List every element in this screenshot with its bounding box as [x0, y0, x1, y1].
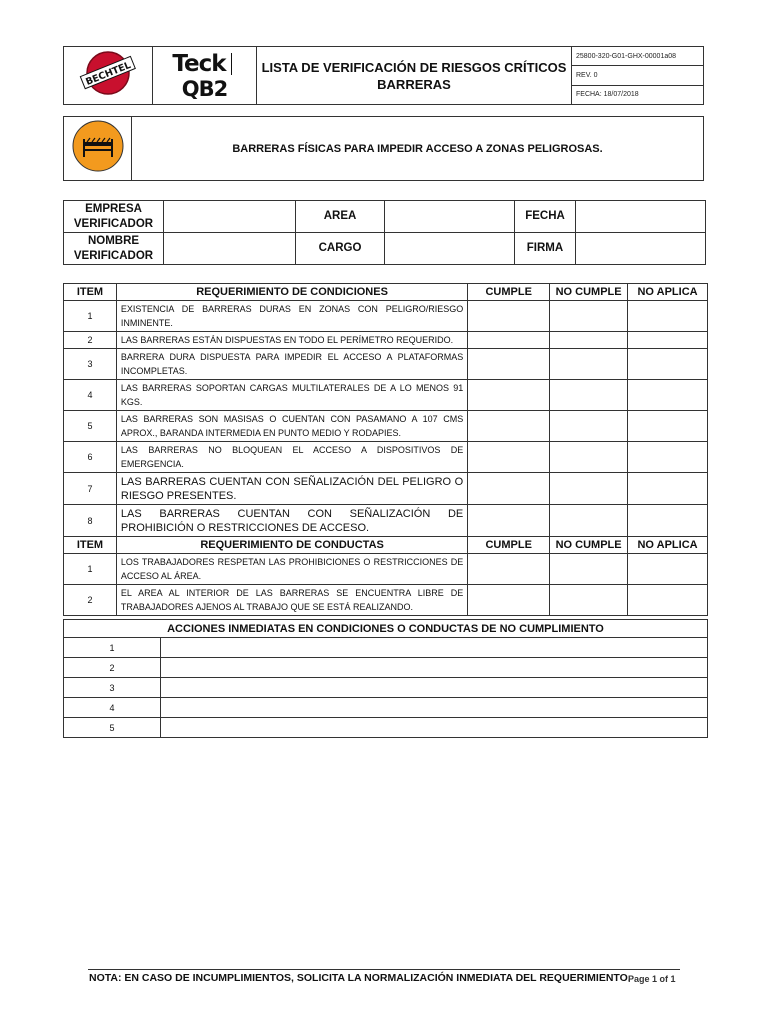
no-aplica-cell[interactable]	[628, 349, 708, 380]
action-number: 2	[64, 658, 161, 678]
cargo-label: CARGO	[296, 233, 385, 265]
item-number: 7	[64, 473, 117, 505]
action-field[interactable]	[161, 678, 708, 698]
topic-box	[63, 116, 704, 181]
requirement-text: LAS BARRERAS SON MASISAS O CUENTAN CON PASAMANO A 107 CMS APROX., BARANDA INTERMEDIA EN PUNTO MEDIO Y RODAPIES.	[116, 411, 467, 442]
cumple-cell[interactable]	[468, 349, 550, 380]
no-aplica-cell[interactable]	[628, 411, 708, 442]
firma-label: FIRMA	[515, 233, 576, 265]
no-cumple-cell[interactable]	[550, 411, 628, 442]
table-row	[64, 380, 708, 411]
no-cumple-cell[interactable]	[550, 442, 628, 473]
empresa-value-field[interactable]	[164, 201, 296, 233]
item-number: 6	[64, 442, 117, 473]
no-cumple-header: NO CUMPLE	[550, 284, 628, 301]
requirement-text: LAS BARRERAS CUENTAN CON SEÑALIZACIÓN DEL PELIGRO O RIESGO PRESENTES.	[116, 473, 467, 505]
cumple-cell[interactable]	[468, 442, 550, 473]
requirement-text: LOS TRABAJADORES RESPETAN LAS PROHIBICIONES O RESTRICCIONES DE ACCESO AL ÁREA.	[116, 554, 467, 585]
table-row	[64, 473, 708, 505]
document-revision: REV. 0	[572, 66, 704, 85]
fecha-label: FECHA	[515, 201, 576, 233]
table-row	[64, 442, 708, 473]
title-line-1: LISTA DE VERIFICACIÓN DE RIESGOS CRÍTICOS	[261, 59, 567, 75]
table-row	[64, 678, 708, 698]
no-aplica-cell[interactable]	[628, 505, 708, 537]
verifier-info-table	[63, 200, 706, 265]
item-number: 2	[64, 585, 117, 616]
cumple-cell[interactable]	[468, 301, 550, 332]
no-cumple-cell[interactable]	[550, 349, 628, 380]
no-aplica-cell[interactable]	[628, 442, 708, 473]
item-header: ITEM	[64, 537, 117, 554]
area-label: AREA	[296, 201, 385, 233]
requirement-text: BARRERA DURA DISPUESTA PARA IMPEDIR EL ACCESO A PLATAFORMAS INCOMPLETAS.	[116, 349, 467, 380]
topic-title: BARRERAS FÍSICAS PARA IMPEDIR ACCESO A ZONAS PELIGROSAS.	[132, 117, 704, 181]
teck-logo-text: Teck	[172, 50, 226, 77]
no-cumple-cell[interactable]	[550, 301, 628, 332]
no-aplica-header: NO APLICA	[628, 284, 708, 301]
cumple-cell[interactable]	[468, 332, 550, 349]
bechtel-logo-text: BECHTEL	[84, 59, 133, 88]
table-row	[64, 718, 708, 738]
requirement-text: LAS BARRERAS NO BLOQUEAN EL ACCESO A DISPOSITIVOS DE EMERGENCIA.	[116, 442, 467, 473]
no-cumple-cell[interactable]	[550, 554, 628, 585]
action-number: 4	[64, 698, 161, 718]
conducts-header-row	[64, 537, 708, 554]
no-aplica-cell[interactable]	[628, 585, 708, 616]
footer-note: NOTA: EN CASO DE INCUMPLIMIENTOS, SOLICITA LA NORMALIZACIÓN INMEDIATA DEL REQUERIMIENTO.	[89, 972, 631, 984]
item-number: 1	[64, 301, 117, 332]
barrier-icon-cell	[64, 117, 132, 181]
item-number: 3	[64, 349, 117, 380]
cumple-cell[interactable]	[468, 411, 550, 442]
no-aplica-cell[interactable]	[628, 554, 708, 585]
bechtel-logo-icon	[77, 47, 139, 99]
no-cumple-cell[interactable]	[550, 505, 628, 537]
actions-table	[63, 619, 708, 738]
no-aplica-cell[interactable]	[628, 301, 708, 332]
conditions-header: REQUERIMIENTO DE CONDICIONES	[116, 284, 467, 301]
footer-divider	[88, 969, 680, 970]
requirement-text: EL AREA AL INTERIOR DE LAS BARRERAS SE ENCUENTRA LIBRE DE TRABAJADORES AJENOS AL TRABAJO QUE SE ESTÁ REALIZANDO.	[116, 585, 467, 616]
table-row	[64, 658, 708, 678]
conditions-header-row	[64, 284, 708, 301]
document-header	[63, 46, 704, 105]
no-aplica-cell[interactable]	[628, 473, 708, 505]
table-row	[64, 349, 708, 380]
teck-qb2-logo	[153, 47, 257, 105]
no-cumple-cell[interactable]	[550, 332, 628, 349]
barrier-icon	[71, 119, 125, 173]
table-row	[64, 505, 708, 537]
fecha-value-field[interactable]	[576, 201, 706, 233]
nombre-label: NOMBRE VERIFICADOR	[64, 233, 164, 265]
item-number: 1	[64, 554, 117, 585]
cumple-cell[interactable]	[468, 505, 550, 537]
action-field[interactable]	[161, 658, 708, 678]
requirement-text: EXISTENCIA DE BARRERAS DURAS EN ZONAS CON PELIGRO/RIESGO INMINENTE.	[116, 301, 467, 332]
nombre-value-field[interactable]	[164, 233, 296, 265]
qb2-logo-text: QB2	[181, 76, 228, 101]
item-number: 5	[64, 411, 117, 442]
document-code: 25800-320-G01-GHX-00001a08	[572, 47, 704, 66]
table-row	[64, 698, 708, 718]
item-number: 2	[64, 332, 117, 349]
actions-header: ACCIONES INMEDIATAS EN CONDICIONES O CONDUCTAS DE NO CUMPLIMIENTO	[64, 620, 708, 638]
checklist-table	[63, 283, 708, 616]
no-aplica-cell[interactable]	[628, 332, 708, 349]
table-row	[64, 332, 708, 349]
action-field[interactable]	[161, 698, 708, 718]
no-aplica-cell[interactable]	[628, 380, 708, 411]
cumple-header: CUMPLE	[468, 284, 550, 301]
table-row	[64, 301, 708, 332]
action-number: 1	[64, 638, 161, 658]
cumple-cell[interactable]	[468, 473, 550, 505]
item-header: ITEM	[64, 284, 117, 301]
table-row	[64, 585, 708, 616]
requirement-text: LAS BARRERAS ESTÁN DISPUESTAS EN TODO EL PERÍMETRO REQUERIDO.	[116, 332, 467, 349]
cumple-header: CUMPLE	[468, 537, 550, 554]
action-number: 3	[64, 678, 161, 698]
requirement-text: LAS BARRERAS CUENTAN CON SEÑALIZACIÓN DE PROHIBICIÓN O RESTRICCIONES DE ACCESO.	[116, 505, 467, 537]
empresa-label: EMPRESA VERIFICADOR	[64, 201, 164, 233]
bechtel-logo-cell	[64, 47, 153, 105]
cumple-cell[interactable]	[468, 380, 550, 411]
table-row	[64, 638, 708, 658]
requirement-text: LAS BARRERAS SOPORTAN CARGAS MULTILATERALES DE A LO MENOS 91 KGS.	[116, 380, 467, 411]
area-value-field[interactable]	[385, 201, 515, 233]
cumple-cell[interactable]	[468, 585, 550, 616]
action-field[interactable]	[161, 718, 708, 738]
no-cumple-cell[interactable]	[550, 585, 628, 616]
actions-header-row	[64, 620, 708, 638]
title-line-2: BARRERAS	[377, 76, 451, 92]
item-number: 4	[64, 380, 117, 411]
cumple-cell[interactable]	[468, 554, 550, 585]
no-cumple-cell[interactable]	[550, 380, 628, 411]
action-field[interactable]	[161, 638, 708, 658]
document-title	[257, 47, 572, 105]
table-row	[64, 554, 708, 585]
firma-value-field[interactable]	[576, 233, 706, 265]
table-row	[64, 411, 708, 442]
no-aplica-header: NO APLICA	[628, 537, 708, 554]
cargo-value-field[interactable]	[385, 233, 515, 265]
conducts-header: REQUERIMIENTO DE CONDUCTAS	[116, 537, 467, 554]
no-cumple-header: NO CUMPLE	[550, 537, 628, 554]
page-number: Page 1 of 1	[628, 974, 676, 984]
no-cumple-cell[interactable]	[550, 473, 628, 505]
logo-separator	[231, 53, 232, 75]
document-date: FECHA: 18/07/2018	[572, 85, 704, 104]
item-number: 8	[64, 505, 117, 537]
action-number: 5	[64, 718, 161, 738]
